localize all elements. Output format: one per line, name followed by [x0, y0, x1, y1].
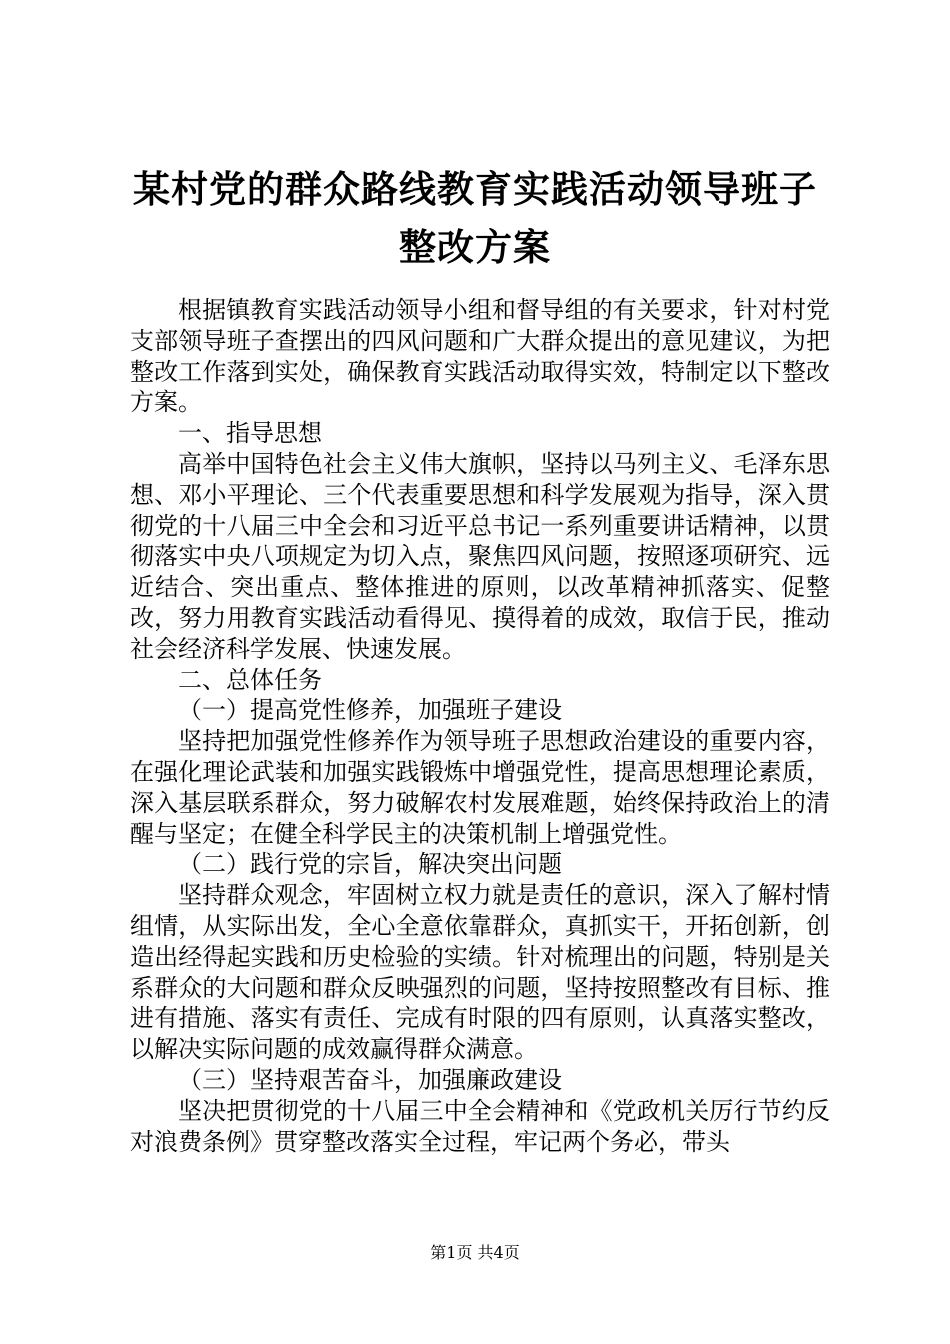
section-heading-1: 一、指导思想 — [178, 419, 322, 448]
document-body — [130, 295, 830, 1157]
document-title: 某村党的群众路线教育实践活动领导班子整改方案 — [133, 167, 817, 269]
page-footer: 第1页 共4页 — [430, 1243, 520, 1262]
paragraph-integrity: 坚决把贯彻党的十八届三中全会精神和《党政机关厉行节约反对浪费条例》贯穿整改落实全过程，牢记两个务必，带头 — [130, 1096, 830, 1156]
paragraph-guiding: 高举中国特色社会主义伟大旗帜，坚持以马列主义、毛泽东思想、邓小平理论、三个代表重要思想和科学发展观为指导，深入贯彻党的十八届三中全会和习近平总书记一系列重要讲话精神，以贯彻落实中央八项规定为切入点，聚焦四风问题，按照逐项研究、远近结合、突出重点、整体推进的原则，以改革精神抓落实、促整改，努力用教育实践活动看得见、摸得着的成效，取信于民，推动社会经济科学发展、快速发展。 — [130, 449, 830, 663]
subsection-heading-3: （三）坚持艰苦奋斗，加强廉政建设 — [178, 1065, 562, 1094]
subsection-heading-2: （二）践行党的宗旨，解决突出问题 — [178, 850, 562, 879]
paragraph-mass-line: 坚持群众观念，牢固树立权力就是责任的意识，深入了解村情组情，从实际出发，全心全意依靠群众，真抓实干，开拓创新，创造出经得起实践和历史检验的实绩。针对梳理出的问题，特别是关系群众的大问题和群众反映强烈的问题，坚持按照整改有目标、推进有措施、落实有责任、完成有时限的四有原则，认真落实整改，以解决实际问题的成效赢得群众满意。 — [130, 881, 830, 1064]
paragraph-intro: 根据镇教育实践活动领导小组和督导组的有关要求，针对村党支部领导班子查摆出的四风问题和广大群众提出的意见建议，为把整改工作落到实处，确保教育实践活动取得实效，特制定以下整改方案。 — [130, 296, 830, 417]
section-heading-2: 二、总体任务 — [178, 665, 322, 694]
paragraph-party-spirit: 坚持把加强党性修养作为领导班子思想政治建设的重要内容，在强化理论武装和加强实践锻炼中增强党性，提高思想理论素质，深入基层联系群众，努力破解农村发展难题，始终保持政治上的清醒与坚定；在健全科学民主的决策机制上增强党性。 — [130, 727, 830, 848]
subsection-heading-1: （一）提高党性修养，加强班子建设 — [178, 696, 562, 725]
